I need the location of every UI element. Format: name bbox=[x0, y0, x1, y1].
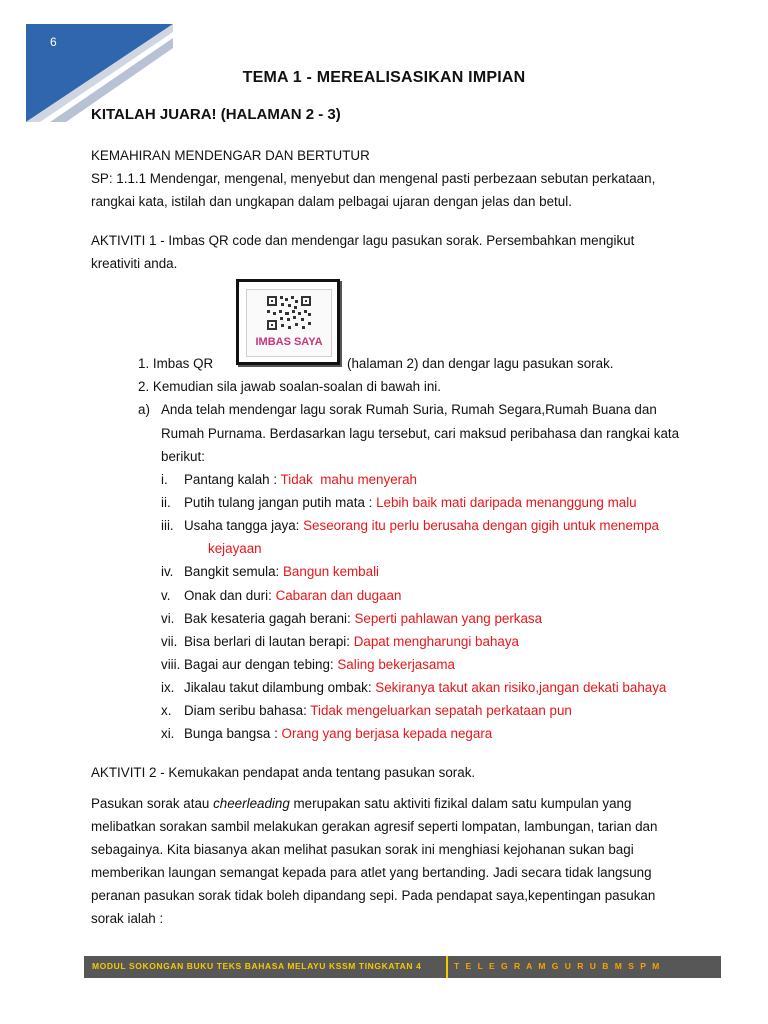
list-item-text bbox=[184, 701, 572, 721]
list-item-term: Jikalau takut dilambung ombak: bbox=[184, 680, 376, 695]
list-item-text bbox=[184, 724, 492, 744]
aktiviti1-line-1: AKTIVITI 1 - Imbas QR code dan mendengar lagu pasukan sorak. Persembahkan mengikut bbox=[91, 233, 635, 248]
footer-right-text: T E L E G R A M G U R U B M S P M bbox=[454, 961, 662, 971]
footer-left-text: MODUL SOKONGAN BUKU TEKS BAHASA MELAYU KSSM TINGKATAN 4 bbox=[92, 961, 422, 971]
question-a-marker: a) bbox=[138, 402, 150, 417]
list-item-text bbox=[184, 470, 417, 490]
list-item-term: Bagai aur dengan tebing: bbox=[184, 657, 338, 672]
list-item-answer: Cabaran dan dugaan bbox=[275, 588, 402, 603]
list-item bbox=[161, 678, 721, 698]
question-a-line-1: Anda telah mendengar lagu sorak Rumah Suria, Rumah Segara,Rumah Buana dan bbox=[161, 402, 657, 417]
question-a-line-3: berikut: bbox=[161, 449, 205, 464]
page-number: 6 bbox=[50, 35, 57, 49]
list-item-answer: Tidak mengeluarkan sepatah perkataan pun bbox=[310, 703, 572, 718]
list-item-number: i. bbox=[161, 472, 168, 487]
list-item-term: Putih tulang jangan putih mata : bbox=[184, 495, 377, 510]
list-item-answer: Seseorang itu perlu berusaha dengan gigih untuk menempa bbox=[303, 518, 659, 533]
qr-code-inner bbox=[246, 289, 332, 357]
list-item-answer: Lebih baik mati daripada menanggung malu bbox=[376, 495, 637, 510]
list-item-number: ii. bbox=[161, 495, 171, 510]
list-item-number: vii. bbox=[161, 634, 178, 649]
sp-line-2: rangkai kata, istilah dan ungkapan dalam pelbagai ujaran dengan jelas dan betul. bbox=[91, 194, 572, 209]
list-item-answer: Sekiranya takut akan risiko,jangan dekati bahaya bbox=[375, 680, 667, 695]
qr-code-icon bbox=[247, 290, 331, 336]
aktiviti1-line-2: kreativiti anda. bbox=[91, 256, 178, 271]
paragraph-line-1 bbox=[91, 792, 715, 815]
list-item bbox=[161, 609, 721, 629]
list-item-number: vi. bbox=[161, 611, 175, 626]
list-item-text bbox=[184, 562, 379, 582]
list-item-number: xi. bbox=[161, 726, 175, 741]
list-item-answer: Tidak mahu menyerah bbox=[280, 472, 417, 487]
aktiviti2-heading: AKTIVITI 2 - Kemukakan pendapat anda tentang pasukan sorak. bbox=[91, 765, 476, 780]
list-item-text bbox=[208, 539, 262, 559]
qr-label: IMBAS SAYA bbox=[255, 336, 323, 348]
list-item-text bbox=[184, 655, 455, 675]
list-item bbox=[161, 586, 721, 606]
list-item-text bbox=[184, 493, 637, 513]
list-item-text bbox=[184, 678, 666, 698]
page-subtitle: KITALAH JUARA! (HALAMAN 2 - 3) bbox=[91, 106, 341, 123]
list-item-number: v. bbox=[161, 588, 171, 603]
list-item bbox=[161, 470, 721, 490]
list-item-answer: Seperti pahlawan yang perkasa bbox=[354, 611, 543, 626]
list-item-answer: kejayaan bbox=[208, 541, 262, 556]
list-item-answer: Dapat mengharungi bahaya bbox=[353, 634, 519, 649]
page-title: TEMA 1 - MEREALISASIKAN IMPIAN bbox=[242, 69, 526, 86]
list-item-number: iii. bbox=[161, 518, 174, 533]
list-item-term: Onak dan duri: bbox=[184, 588, 276, 603]
list-item-term: Bangkit semula: bbox=[184, 564, 283, 579]
list-item-term: Usaha tangga jaya: bbox=[184, 518, 304, 533]
paragraph-text: merupakan satu aktiviti fizikal dalam satu kumpulan yang bbox=[289, 796, 632, 811]
list-item bbox=[161, 701, 721, 721]
list-item-text bbox=[184, 516, 659, 536]
list-item-number: ix. bbox=[161, 680, 175, 695]
paragraph-line-3: sebagainya. Kita biasanya akan melihat pasukan sorak ini menghiasi kejohanan sukan bagi bbox=[91, 842, 634, 857]
list-item-answer: Bangun kembali bbox=[283, 564, 380, 579]
step-1-suffix: (halaman 2) dan dengar lagu pasukan sorak. bbox=[347, 356, 614, 371]
list-item bbox=[161, 655, 721, 675]
list-item-text bbox=[184, 586, 401, 606]
list-item-term: Diam seribu bahasa: bbox=[184, 703, 311, 718]
list-item-term: Bak kesateria gagah berani: bbox=[184, 611, 355, 626]
sp-line-1: SP: 1.1.1 Mendengar, mengenal, menyebut dan mengenal pasti perbezaan sebutan perkataan, bbox=[91, 171, 656, 186]
step-1-prefix: 1. Imbas QR bbox=[138, 356, 214, 371]
footer-bar bbox=[84, 956, 721, 978]
list-item bbox=[161, 516, 721, 536]
list-item-answer: Saling bekerjasama bbox=[337, 657, 455, 672]
list-item-term: Bunga bangsa : bbox=[184, 726, 282, 741]
question-a-line-2: Rumah Purnama. Berdasarkan lagu tersebut, cari maksud peribahasa dan rangkai kata bbox=[161, 426, 680, 441]
section-heading: KEMAHIRAN MENDENGAR DAN BERTUTUR bbox=[91, 148, 370, 163]
footer-separator bbox=[446, 956, 448, 978]
paragraph-emphasis: cheerleading bbox=[213, 796, 290, 811]
list-item bbox=[161, 562, 721, 582]
list-item-number: iv. bbox=[161, 564, 174, 579]
qr-code-image[interactable] bbox=[236, 279, 340, 365]
list-item-text bbox=[184, 632, 519, 652]
paragraph-line-4: memberikan laungan semangat kepada para atlet yang bertanding. Jadi secara tidak langsung bbox=[91, 865, 652, 880]
paragraph-line-6: sorak ialah : bbox=[91, 911, 164, 926]
list-item-term: Bisa berlari di lautan berapi: bbox=[184, 634, 354, 649]
list-item bbox=[161, 493, 721, 513]
list-item bbox=[161, 632, 721, 652]
list-item-number: x. bbox=[161, 703, 172, 718]
paragraph-text: Pasukan sorak atau bbox=[91, 796, 214, 811]
step-2: 2. Kemudian sila jawab soalan-soalan di bawah ini. bbox=[138, 379, 441, 394]
list-item bbox=[161, 724, 721, 744]
list-item-text bbox=[184, 609, 542, 629]
list-item bbox=[161, 539, 721, 559]
paragraph-line-5: peranan pasukan sorak tidak boleh dipandang sepi. Pada pendapat saya,kepentingan pasukan bbox=[91, 888, 656, 903]
list-item-term: Pantang kalah : bbox=[184, 472, 281, 487]
paragraph-line-2: melibatkan sorakan sambil melakukan gerakan agresif seperti lompatan, lambungan, tarian dan bbox=[91, 819, 658, 834]
list-item-answer: Orang yang berjasa kepada negara bbox=[281, 726, 493, 741]
list-item-number: viii. bbox=[161, 657, 181, 672]
